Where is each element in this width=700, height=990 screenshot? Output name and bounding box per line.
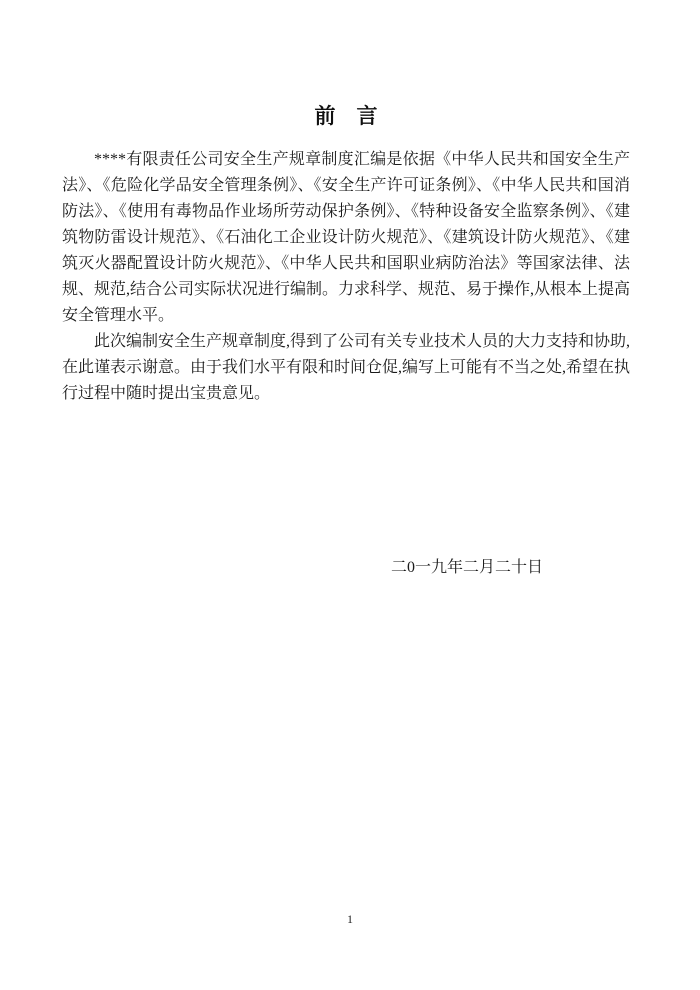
page-number: 1 [347,912,353,926]
document-content [62,100,630,581]
date-line: 二0一九年二月二十日 [390,559,543,576]
page-title: 前 言 [314,104,378,128]
preface-paragraph-2: 此次编制安全生产规章制度,得到了公司有关专业技术人员的大力支持和协助,在此谨表示谢意。由于我们水平有限和时间仓促,编写上可能有不当之处,希望在执行过程中随时提出宝贵意见。 [62,333,631,402]
preface-paragraph-1: ****有限责任公司安全生产规章制度汇编是依据《中华人民共和国安全生产法》、《危险化学品安全管理条例》、《安全生产许可证条例》、《中华人民共和国消防法》、《使用有毒物品作业场所劳动保护条例》、《特种设备安全监察条例》、《建筑物防雷设计规范》、《石油化工企业设计防火规范》、《建筑设计防火规范》、《建筑灭火器配置设计防火规范》、《中华人民共和国职业病防治法》等国家法律、法规、规范,结合公司实际状况进行编制。力求科学、规范、易于操作,从根本上提高安全管理水平。 [62,151,631,324]
